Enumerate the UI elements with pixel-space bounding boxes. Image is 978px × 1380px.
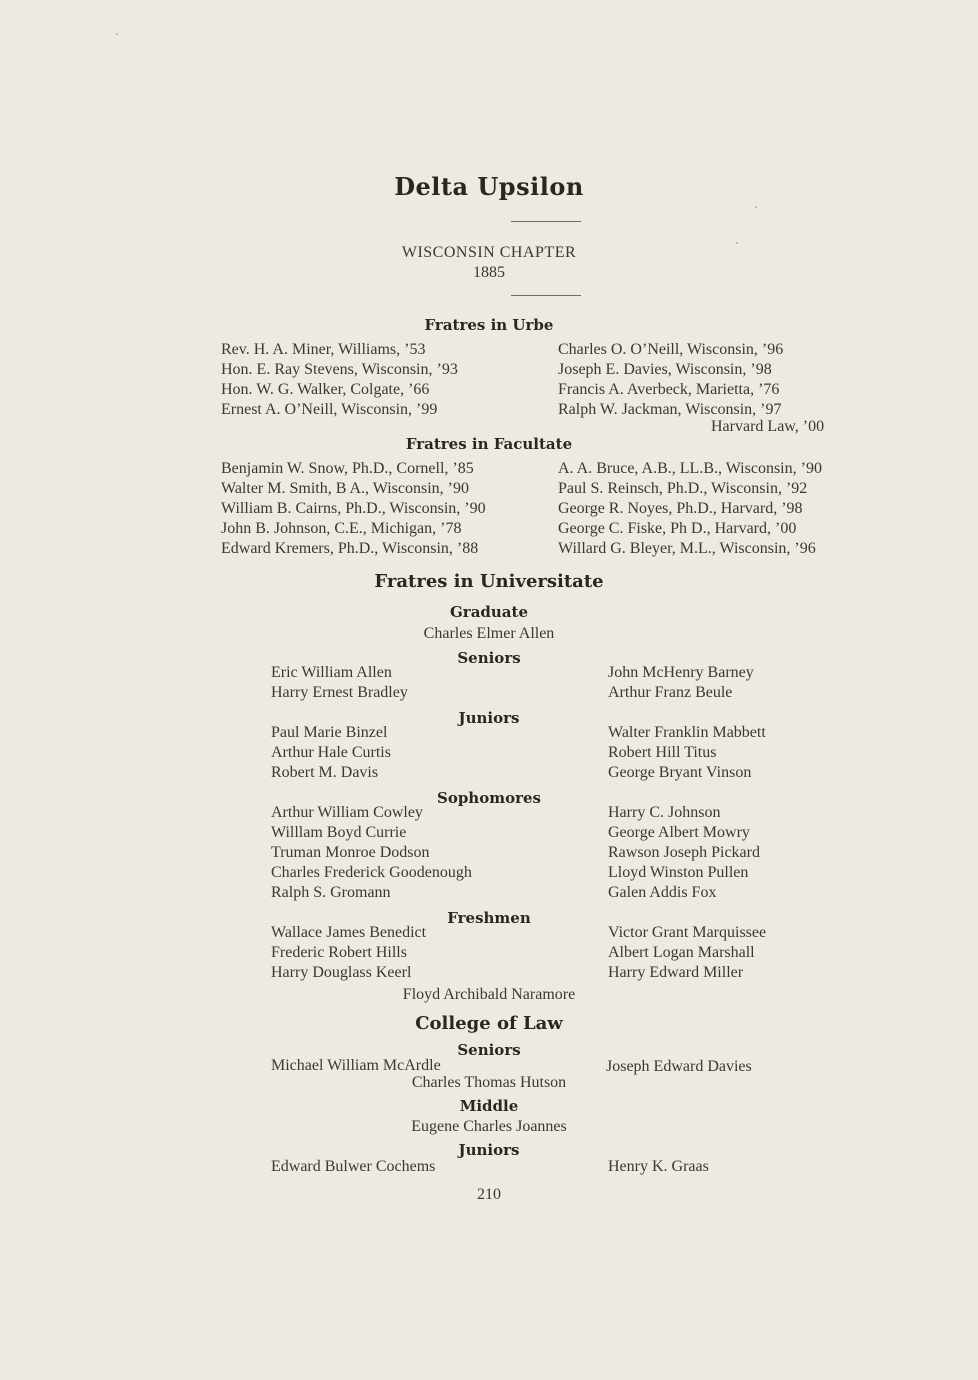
- list-item: Harry Ernest Bradley: [271, 684, 408, 701]
- list-item: Edward Kremers, Ph.D., Wisconsin, ’88: [221, 540, 479, 557]
- page-title: Delta Upsilon: [394, 172, 584, 201]
- list-item: Arthur Hale Curtis: [271, 744, 391, 761]
- list-item: Robert M. Davis: [271, 764, 379, 781]
- paper-speck: [755, 206, 757, 208]
- freshmen-left-list: [271, 923, 426, 983]
- law-seniors-heading: Seniors: [457, 1041, 521, 1059]
- list-item: John B. Johnson, C.E., Michigan, ’78: [221, 520, 462, 537]
- list-item: Paul Marie Binzel: [271, 724, 388, 741]
- list-item: Harry C. Johnson: [608, 804, 721, 821]
- list-item: Truman Monroe Dodson: [271, 844, 430, 861]
- paper-speck: [736, 242, 738, 244]
- seniors-right-list: [608, 663, 754, 703]
- universitate-heading: Fratres in Universitate: [374, 571, 604, 592]
- list-item: Walter M. Smith, B A., Wisconsin, ’90: [221, 480, 469, 497]
- divider-bottom: [511, 295, 581, 296]
- law-juniors-heading: Juniors: [458, 1141, 520, 1159]
- list-item: George Albert Mowry: [608, 824, 750, 841]
- list-item: Walter Franklin Mabbett: [608, 724, 766, 741]
- seniors-left-list: [271, 663, 408, 703]
- urbe-right-extra: Harvard Law, ’00: [711, 418, 825, 435]
- list-item: Eric William Allen: [271, 664, 392, 681]
- juniors-right-list: [608, 723, 766, 783]
- freshmen-center-name: Floyd Archibald Naramore: [402, 986, 576, 1003]
- list-item: Willard G. Bleyer, M.L., Wisconsin, ’96: [558, 540, 816, 557]
- facultate-left-list: [221, 459, 486, 559]
- paper-speck: [116, 33, 118, 35]
- law-juniors-right: Henry K. Graas: [608, 1158, 709, 1175]
- list-item: Robert Hill Titus: [608, 744, 717, 761]
- list-item: Hon. W. G. Walker, Colgate, ’66: [221, 381, 430, 398]
- list-item: George Bryant Vinson: [608, 764, 752, 781]
- list-item: Harry Edward Miller: [608, 964, 744, 981]
- list-item: Rev. H. A. Miner, Williams, ’53: [221, 341, 426, 358]
- law-seniors-center: Charles Thomas Hutson: [411, 1074, 567, 1091]
- freshmen-right-list: [608, 923, 766, 983]
- law-middle-heading: Middle: [459, 1097, 519, 1115]
- list-item: Harry Douglass Keerl: [271, 964, 412, 981]
- law-heading: College of Law: [415, 1013, 563, 1034]
- list-item: Ralph S. Gromann: [271, 884, 391, 901]
- list-item: Arthur Franz Beule: [608, 684, 733, 701]
- list-item: Hon. E. Ray Stevens, Wisconsin, ’93: [221, 361, 458, 378]
- list-item: Charles Frederick Goodenough: [271, 864, 472, 881]
- list-item: Paul S. Reinsch, Ph.D., Wisconsin, ’92: [558, 480, 808, 497]
- page-number: 210: [477, 1186, 501, 1203]
- law-juniors-left: Edward Bulwer Cochems: [271, 1158, 436, 1175]
- facultate-heading: Fratres in Facultate: [405, 435, 573, 453]
- list-item: Albert Logan Marshall: [608, 944, 755, 961]
- list-item: Arthur William Cowley: [271, 804, 423, 821]
- list-item: Galen Addis Fox: [608, 884, 717, 901]
- list-item: Joseph E. Davies, Wisconsin, ’98: [558, 361, 772, 378]
- sophomores-heading: Sophomores: [436, 789, 541, 807]
- list-item: Benjamin W. Snow, Ph.D., Cornell, ’85: [221, 460, 474, 477]
- urbe-left-list: [221, 340, 458, 420]
- sophomores-right-list: [608, 803, 760, 903]
- freshmen-heading: Freshmen: [447, 909, 531, 927]
- chapter-year: 1885: [473, 264, 505, 281]
- juniors-heading: Juniors: [458, 709, 520, 727]
- graduate-name: Charles Elmer Allen: [423, 625, 555, 642]
- list-item: George R. Noyes, Ph.D., Harvard, ’98: [558, 500, 803, 517]
- list-item: Victor Grant Marquissee: [608, 924, 767, 941]
- seniors-heading: Seniors: [457, 649, 521, 667]
- list-item: Francis A. Averbeck, Marietta, ’76: [558, 381, 780, 398]
- chapter-name: WISCONSIN CHAPTER: [401, 244, 577, 261]
- graduate-heading: Graduate: [449, 603, 529, 621]
- sophomores-left-list: [271, 803, 472, 903]
- facultate-right-list: [558, 459, 822, 559]
- list-item: George C. Fiske, Ph D., Harvard, ’00: [558, 520, 797, 537]
- divider-top: [511, 221, 581, 222]
- urbe-heading: Fratres in Urbe: [424, 316, 554, 334]
- law-seniors-right: Joseph Edward Davies: [606, 1058, 752, 1075]
- list-item: Ernest A. O’Neill, Wisconsin, ’99: [221, 401, 438, 418]
- urbe-right-list: [558, 340, 783, 420]
- list-item: Rawson Joseph Pickard: [608, 844, 760, 861]
- list-item: Lloyd Winston Pullen: [608, 864, 749, 881]
- list-item: Charles O. O’Neill, Wisconsin, ’96: [558, 341, 784, 358]
- law-middle-name: Eugene Charles Joannes: [411, 1118, 567, 1135]
- law-seniors-left: Michael William McArdle: [271, 1057, 441, 1074]
- list-item: Wallace James Benedict: [271, 924, 427, 941]
- list-item: Ralph W. Jackman, Wisconsin, ’97: [558, 401, 782, 418]
- juniors-left-list: [271, 723, 391, 783]
- list-item: Frederic Robert Hills: [271, 944, 407, 961]
- list-item: John McHenry Barney: [608, 664, 754, 681]
- list-item: A. A. Bruce, A.B., LL.B., Wisconsin, ’90: [558, 460, 822, 477]
- list-item: Willlam Boyd Currie: [271, 824, 407, 841]
- list-item: William B. Cairns, Ph.D., Wisconsin, ’90: [221, 500, 486, 517]
